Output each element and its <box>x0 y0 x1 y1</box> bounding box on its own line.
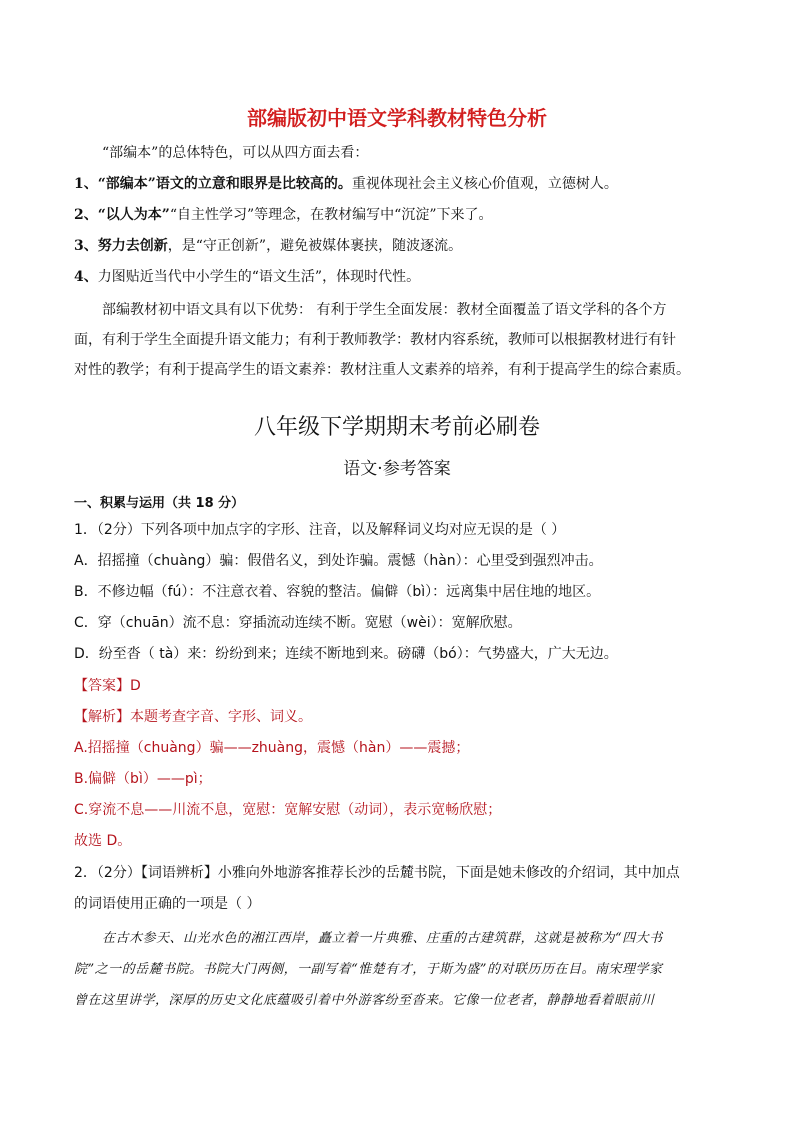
intro-point-bold: 3、努力去创新 <box>74 238 168 254</box>
intro-point-1 <box>74 174 720 194</box>
question-2-stem: 的词语使用正确的一项是（ ） <box>74 896 261 912</box>
analysis-detail: C.穿流不息——川流不息，宽慰：宽解安慰（动词），表示宽畅欣慰； <box>74 802 502 818</box>
analysis-detail: A.招摇撞（chuàng）骗——zhuàng，震憾（hàn）——震撼； <box>74 740 470 756</box>
question-1-option-d: D．纷至沓（ tà）来：纷纷到来；连续不断地到来。磅礴（bó）：气势盛大，广大无边。 <box>74 646 618 662</box>
intro-lead: “部编本”的总体特色，可以从四方面去看： <box>102 145 369 161</box>
analysis-detail: B.偏僻（bì）——pì； <box>74 771 212 787</box>
question-1-option-b: B．不修边幅（fú）：不注意衣着、容貌的整洁。偏僻（bì）：远离集中居住地的地区。 <box>74 584 601 600</box>
intro-point-2 <box>74 205 720 225</box>
passage-line: 在古木参天、山光水色的湘江西岸，矗立着一片典雅、庄重的古建筑群，这就是被称为“四大书 <box>102 931 663 946</box>
advantages-line: 对性的教学；有利于提高学生的语文素养：教材注重人文素养的培养，有利于提高学生的综合素质。 <box>74 362 690 378</box>
exam-title: 八年级下学期期末考前必刷卷 <box>253 415 540 440</box>
advantages-line: 部编教材初中语文具有以下优势： 有利于学生全面发展：教材全面覆盖了语文学科的各个方 <box>102 302 667 318</box>
analysis-conclusion: 故选 D。 <box>74 833 132 849</box>
intro-point-text: “自主性学习”等理念，在教材编写中“沉淀”下来了。 <box>169 207 493 223</box>
intro-point-3 <box>74 236 720 256</box>
passage-line: 院”之一的岳麓书院。书院大门两侧，一副写着“惟楚有才，于斯为盛”的对联历历在目。南宋理学家 <box>74 962 663 977</box>
question-1-stem: 1．（2分）下列各项中加点字的字形、注音，以及解释词义均对应无误的是（ ） <box>74 522 566 538</box>
intro-point-4 <box>74 267 720 287</box>
exam-subtitle: 语文·参考答案 <box>343 459 451 479</box>
question-1-option-a: A．招摇撞（chuàng）骗：假借名义，到处诈骗。震憾（hàn）：心里受到强烈冲击。 <box>74 553 603 569</box>
intro-point-bold: 4、 <box>74 269 98 285</box>
analysis-label: 【解析】本题考查字音、字形、词义。 <box>74 709 312 725</box>
document-title: 部编版初中语文学科教材特色分析 <box>247 106 547 130</box>
advantages-line: 面，有利于学生全面提升语文能力；有利于教师教学：教材内容系统，教师可以根据教材进行有针 <box>74 332 676 348</box>
intro-point-bold: 2、“以人为本” <box>74 207 170 223</box>
section-heading: 一、积累与运用（共 18 分） <box>74 496 245 511</box>
intro-point-text: ，是“守正创新”，避免被媒体裹挟，随波逐流。 <box>167 238 463 254</box>
question-2-stem: 2．（2分）【词语辨析】小雅向外地游客推荐长沙的岳麓书院，下面是她未修改的介绍词，其中加点 <box>74 865 680 881</box>
intro-point-text: 力图贴近当代中小学生的“语文生活”，体现时代性。 <box>97 269 421 285</box>
intro-point-bold: 1、“部编本”语文的立意和眼界是比较高的。 <box>74 176 352 192</box>
passage-line: 曾在这里讲学，深厚的历史文化底蕴吸引着中外游客纷至沓来。它像一位老者，静静地看着眼前川 <box>74 993 655 1008</box>
intro-point-text: 重视体现社会主义核心价值观，立德树人。 <box>351 176 618 192</box>
answer-label: 【答案】D <box>74 678 141 694</box>
question-1-option-c: C．穿（chuān）流不息：穿插流动连续不断。宽慰（wèi）：宽解欣慰。 <box>74 615 522 631</box>
